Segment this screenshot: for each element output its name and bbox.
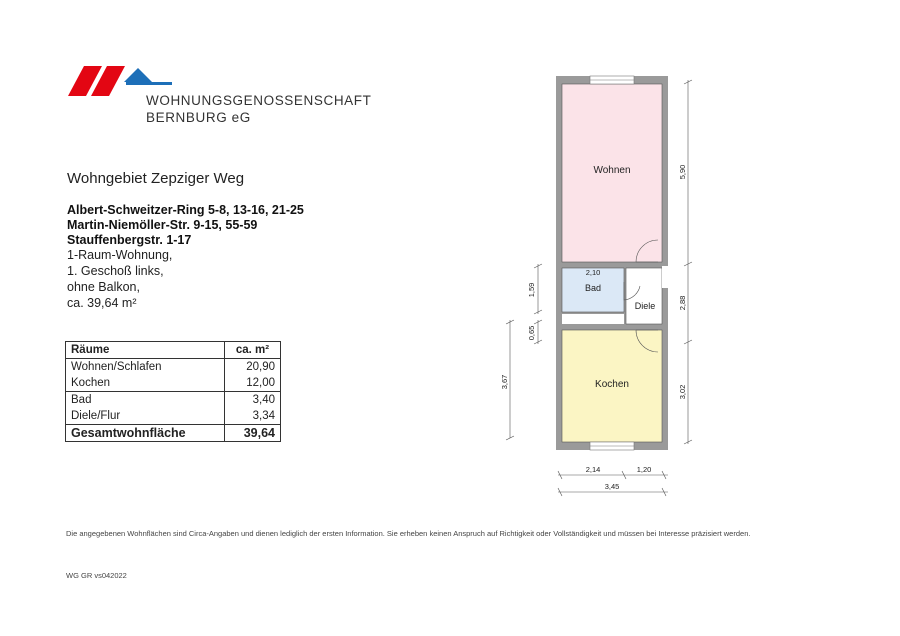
address-line-3: Stauffenbergstr. 1-17 — [67, 233, 192, 247]
document-code: WG GR vs042022 — [66, 571, 127, 580]
room-diele — [626, 268, 662, 324]
room-area: 12,00 — [224, 375, 280, 392]
detail-line-2: 1. Geschoß links, — [67, 264, 164, 278]
address-line-2: Martin-Niemöller-Str. 9-15, 55-59 — [67, 218, 258, 232]
room-label-kochen: Kochen — [595, 379, 629, 390]
dim-345: 3,45 — [604, 482, 620, 491]
room-area: 20,90 — [224, 359, 280, 376]
table-row — [66, 359, 281, 376]
logo-blue-roof — [124, 68, 152, 82]
detail-line-1: 1-Raum-Wohnung, — [67, 248, 173, 262]
table-row — [66, 375, 281, 392]
detail-line-3: ohne Balkon, — [67, 280, 140, 294]
room-name: Diele/Flur — [66, 408, 225, 425]
area-title: Wohngebiet Zepziger Weg — [67, 170, 245, 187]
dim-065: 0,65 — [527, 325, 536, 341]
dim-288: 2,88 — [678, 295, 687, 311]
detail-line-4: ca. 39,64 m² — [67, 296, 137, 310]
dim-120: 1,20 — [636, 465, 652, 474]
dim-159: 1,59 — [527, 282, 536, 298]
room-flur-left — [562, 314, 624, 324]
entrance-door — [662, 266, 668, 288]
table-header-area: ca. m² — [224, 342, 280, 359]
address-line-1: Albert-Schweitzer-Ring 5-8, 13-16, 21-25 — [67, 203, 304, 217]
room-area: 3,34 — [224, 408, 280, 425]
dim-590: 5,90 — [678, 164, 687, 180]
dim-214: 2,14 — [585, 465, 601, 474]
room-area: 3,40 — [224, 392, 280, 409]
dim-302: 3,02 — [678, 384, 687, 400]
room-label-bad: Bad — [584, 283, 602, 293]
disclaimer: Die angegebenen Wohnflächen sind Circa-Angaben und dienen lediglich der ersten Information. Sie erheben keinen Anspruch auf Richtigkeit oder Vollständigkeit und müssen bei Interesse präzisiert werden. — [66, 529, 751, 538]
org-name-line2: BERNBURG eG — [146, 110, 251, 125]
floor-plan — [490, 68, 710, 498]
table-header-row — [66, 342, 281, 359]
room-label-wohnen: Wohnen — [593, 165, 631, 176]
room-area-table — [65, 341, 281, 442]
table-total-row — [66, 425, 281, 442]
dim-bad-width: 2,10 — [585, 268, 601, 277]
room-label-diele: Diele — [634, 301, 656, 311]
org-name-line1: WOHNUNGSGENOSSENSCHAFT — [146, 93, 372, 108]
total-label: Gesamtwohnfläche — [66, 425, 225, 442]
table-row — [66, 392, 281, 409]
logo-blue-base — [126, 82, 172, 85]
dim-line-left — [506, 264, 542, 440]
table-row — [66, 408, 281, 425]
total-area: 39,64 — [224, 425, 280, 442]
room-name: Wohnen/Schlafen — [66, 359, 225, 376]
room-name: Kochen — [66, 375, 225, 392]
table-header-rooms: Räume — [66, 342, 225, 359]
room-name: Bad — [66, 392, 225, 409]
dim-367: 3,67 — [500, 374, 509, 390]
